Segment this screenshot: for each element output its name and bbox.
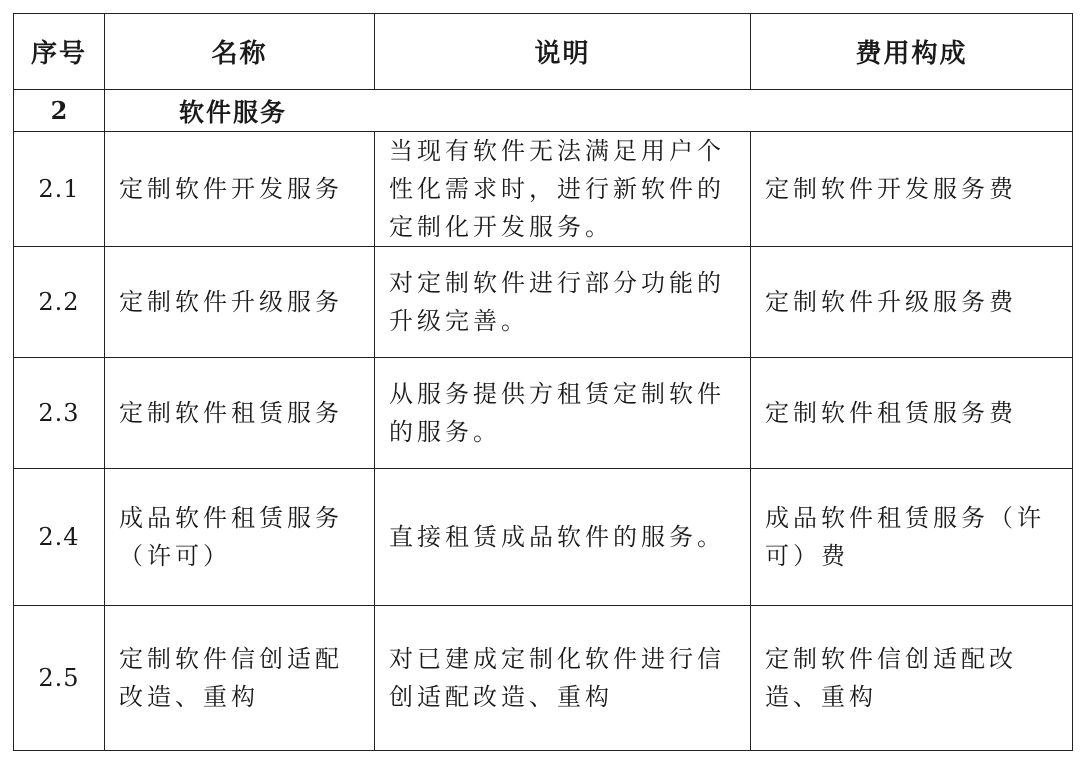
header-description: 说明 xyxy=(375,14,751,90)
table-row xyxy=(14,358,1073,469)
header-name: 名称 xyxy=(105,14,375,90)
row-name: 定制软件信创适配改造、重构 xyxy=(105,606,375,751)
section-row xyxy=(14,90,1073,132)
row-index: 2.3 xyxy=(14,358,105,469)
table-row xyxy=(14,132,1073,247)
table-row xyxy=(14,247,1073,358)
row-cost: 定制软件升级服务费 xyxy=(751,247,1073,358)
row-cost: 定制软件信创适配改造、重构 xyxy=(751,606,1073,751)
row-description: 对已建成定制化软件进行信创适配改造、重构 xyxy=(375,606,751,751)
row-index: 2.5 xyxy=(14,606,105,751)
section-index: 2 xyxy=(14,90,105,132)
row-index: 2.1 xyxy=(14,132,105,247)
table-header-row xyxy=(14,14,1073,90)
row-description: 当现有软件无法满足用户个性化需求时，进行新软件的定制化开发服务。 xyxy=(375,132,751,247)
row-cost: 定制软件租赁服务费 xyxy=(751,358,1073,469)
row-description: 对定制软件进行部分功能的升级完善。 xyxy=(375,247,751,358)
table-row xyxy=(14,469,1073,606)
row-cost: 成品软件租赁服务（许可）费 xyxy=(751,469,1073,606)
row-index: 2.4 xyxy=(14,469,105,606)
table-row xyxy=(14,606,1073,751)
row-name: 成品软件租赁服务（许可） xyxy=(105,469,375,606)
header-cost: 费用构成 xyxy=(751,14,1073,90)
row-cost: 定制软件开发服务费 xyxy=(751,132,1073,247)
row-description: 从服务提供方租赁定制软件的服务。 xyxy=(375,358,751,469)
row-description: 直接租赁成品软件的服务。 xyxy=(375,469,751,606)
section-title: 软件服务 xyxy=(105,90,1073,132)
row-name: 定制软件开发服务 xyxy=(105,132,375,247)
row-name: 定制软件租赁服务 xyxy=(105,358,375,469)
row-name: 定制软件升级服务 xyxy=(105,247,375,358)
software-services-table xyxy=(13,13,1073,751)
header-index: 序号 xyxy=(14,14,105,90)
row-index: 2.2 xyxy=(14,247,105,358)
